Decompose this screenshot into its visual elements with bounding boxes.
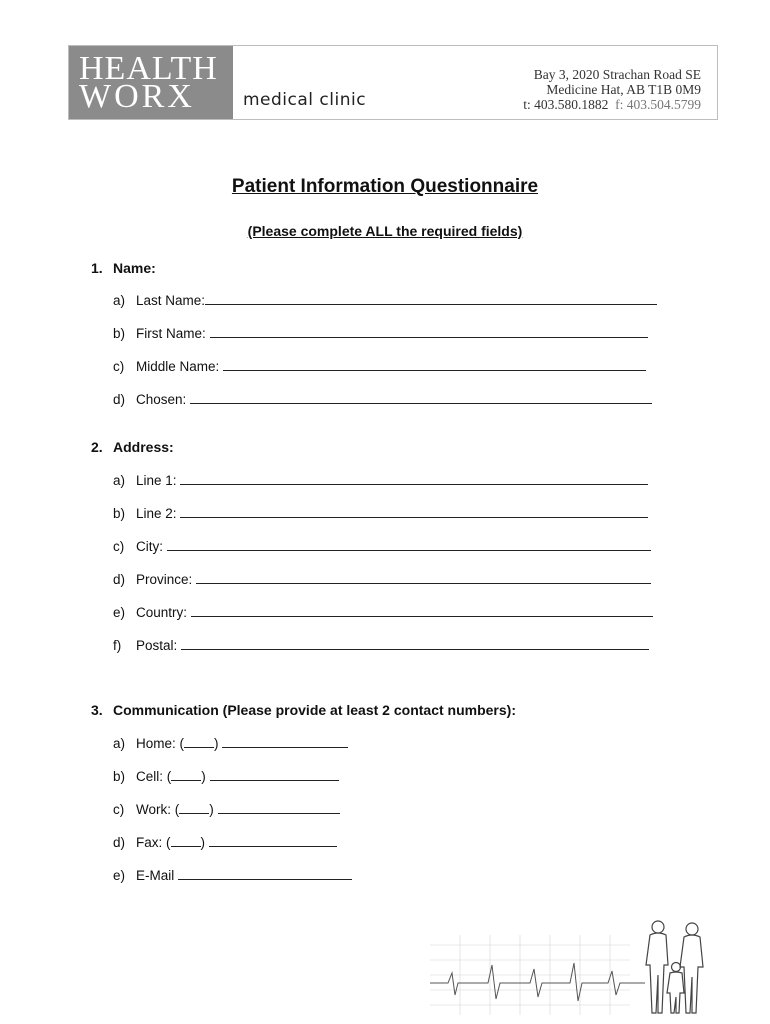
area-code-blank[interactable]: ( ) bbox=[174, 802, 214, 817]
work-phone-line[interactable] bbox=[218, 801, 340, 814]
field-label: Postal: bbox=[136, 638, 182, 653]
section-title: Address: bbox=[113, 439, 174, 455]
item-letter: e) bbox=[113, 605, 126, 620]
logo-text-health: HEALTH bbox=[79, 50, 218, 87]
address-line2-field[interactable] bbox=[113, 505, 648, 521]
field-label: Country: bbox=[136, 605, 191, 620]
family-silhouette-icon bbox=[646, 921, 703, 1013]
country-field[interactable] bbox=[113, 604, 653, 620]
section-communication-heading bbox=[91, 702, 516, 718]
section-number: 1. bbox=[91, 260, 103, 276]
item-letter: d) bbox=[113, 392, 126, 407]
section-address-heading bbox=[91, 439, 174, 455]
first-name-field[interactable] bbox=[113, 325, 648, 341]
address-line2-line[interactable] bbox=[180, 505, 648, 518]
family-heartbeat-illustration bbox=[430, 915, 710, 1015]
field-label: Chosen: bbox=[136, 392, 191, 407]
chosen-name-line[interactable] bbox=[190, 391, 652, 404]
work-phone-field[interactable] bbox=[113, 801, 340, 817]
field-label: E-Mail bbox=[136, 868, 179, 883]
item-letter: f) bbox=[113, 638, 122, 653]
address-line1-line[interactable] bbox=[180, 472, 648, 485]
item-letter: b) bbox=[113, 506, 126, 521]
last-name-field[interactable] bbox=[113, 292, 657, 308]
item-letter: a) bbox=[113, 736, 126, 751]
province-line[interactable] bbox=[196, 571, 651, 584]
field-label: Fax: bbox=[136, 835, 167, 850]
area-code-blank[interactable]: ( ) bbox=[179, 736, 219, 751]
item-letter: b) bbox=[113, 769, 126, 784]
fax-field[interactable] bbox=[113, 834, 337, 850]
fax-number: f: 403.504.5799 bbox=[615, 97, 701, 112]
form-title: Patient Information Questionnaire bbox=[231, 176, 539, 197]
field-label: Line 1: bbox=[136, 473, 181, 488]
item-letter: d) bbox=[113, 835, 126, 850]
phone-number: t: 403.580.1882 bbox=[523, 97, 609, 112]
city-line[interactable] bbox=[167, 538, 651, 551]
section-title: Communication (Please provide at least 2 contact numbers): bbox=[113, 702, 516, 718]
address-city: Medicine Hat, AB T1B 0M9 bbox=[546, 82, 701, 97]
field-label: Line 2: bbox=[136, 506, 181, 521]
email-line[interactable] bbox=[178, 867, 352, 880]
healthworx-logo bbox=[69, 46, 233, 119]
cell-phone-field[interactable] bbox=[113, 768, 339, 784]
home-phone-line[interactable] bbox=[222, 735, 348, 748]
letterhead bbox=[68, 45, 718, 120]
fax-line[interactable] bbox=[209, 834, 337, 847]
item-letter: c) bbox=[113, 539, 125, 554]
field-label: Home: bbox=[136, 736, 180, 751]
field-label: Last Name: bbox=[136, 293, 206, 308]
field-label: Cell: bbox=[136, 769, 167, 784]
clinic-name: medical clinic bbox=[243, 90, 367, 110]
item-letter: a) bbox=[113, 473, 126, 488]
address-line1-field[interactable] bbox=[113, 472, 648, 488]
form-subtitle: (Please complete ALL the required fields) bbox=[247, 223, 523, 239]
city-field[interactable] bbox=[113, 538, 651, 554]
area-code-blank[interactable]: ( ) bbox=[166, 835, 206, 850]
field-label: First Name: bbox=[136, 326, 210, 341]
logo-text-worx: WORX bbox=[79, 78, 195, 115]
field-label: Middle Name: bbox=[136, 359, 224, 374]
home-phone-field[interactable] bbox=[113, 735, 348, 751]
address-street: Bay 3, 2020 Strachan Road SE bbox=[533, 67, 701, 82]
item-letter: a) bbox=[113, 293, 126, 308]
first-name-line[interactable] bbox=[210, 325, 648, 338]
field-label: City: bbox=[136, 539, 167, 554]
chosen-name-field[interactable] bbox=[113, 391, 652, 407]
cell-phone-line[interactable] bbox=[210, 768, 339, 781]
section-name-heading bbox=[91, 260, 156, 276]
section-number: 2. bbox=[91, 439, 103, 455]
postal-line[interactable] bbox=[181, 637, 649, 650]
middle-name-line[interactable] bbox=[223, 358, 646, 371]
field-label: Province: bbox=[136, 572, 197, 587]
background-grid bbox=[430, 935, 630, 1015]
item-letter: e) bbox=[113, 868, 126, 883]
item-letter: d) bbox=[113, 572, 126, 587]
contact-numbers bbox=[523, 97, 701, 112]
item-letter: b) bbox=[113, 326, 126, 341]
last-name-line[interactable] bbox=[205, 292, 657, 305]
item-letter: c) bbox=[113, 802, 125, 817]
item-letter: c) bbox=[113, 359, 125, 374]
postal-field[interactable] bbox=[113, 637, 649, 653]
middle-name-field[interactable] bbox=[113, 358, 646, 374]
field-label: Work: bbox=[136, 802, 175, 817]
province-field[interactable] bbox=[113, 571, 651, 587]
heartbeat-line bbox=[430, 963, 645, 1001]
email-field[interactable] bbox=[113, 867, 352, 883]
section-title: Name: bbox=[113, 260, 156, 276]
country-line[interactable] bbox=[191, 604, 653, 617]
area-code-blank[interactable]: ( ) bbox=[166, 769, 206, 784]
section-number: 3. bbox=[91, 702, 103, 718]
